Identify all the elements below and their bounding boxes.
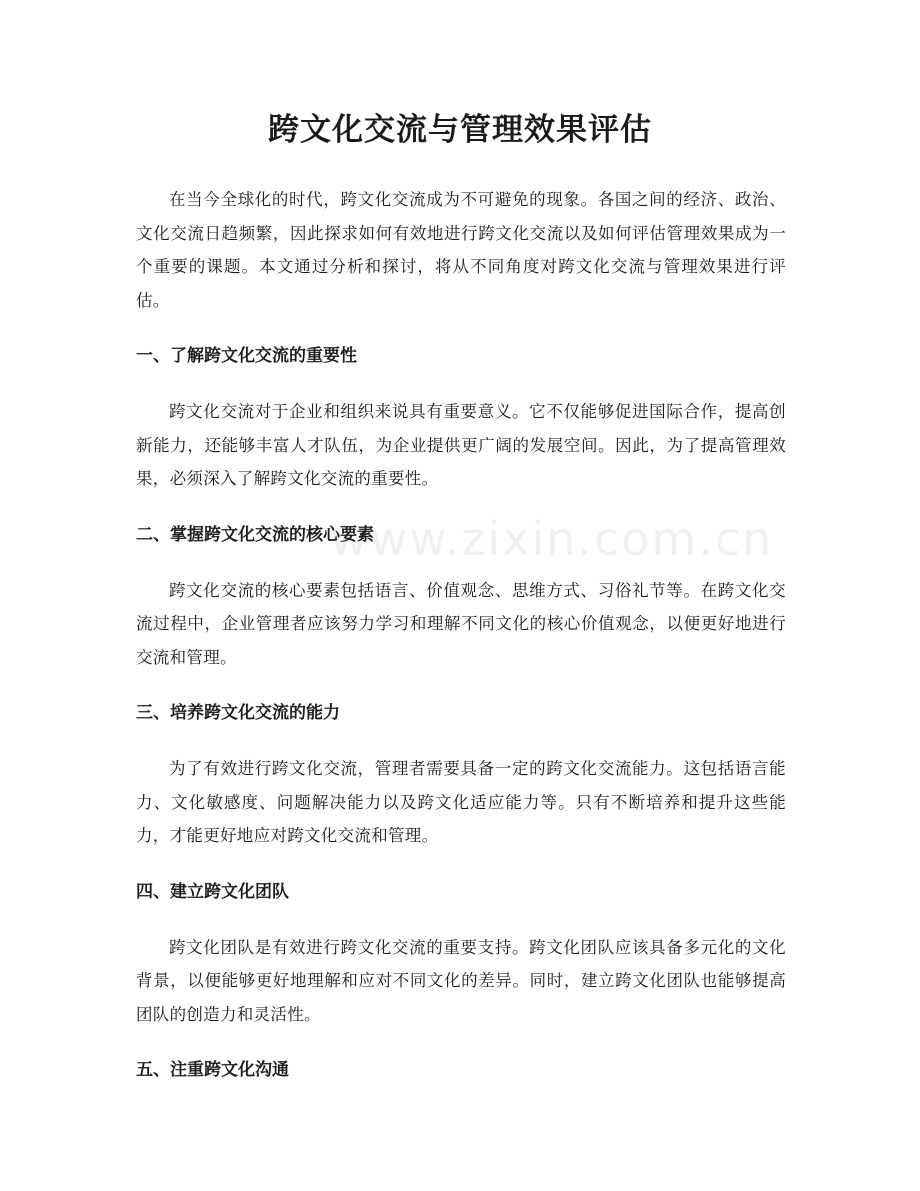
section-heading-3: 三、培养跨文化交流的能力 [136, 703, 340, 723]
watermark-text: www.zixin.com.cn [330, 512, 774, 566]
section-heading-2: 二、掌握跨文化交流的核心要素 [136, 524, 374, 545]
section-paragraph-2: 跨文化交流的核心要素包括语言、价值观念、思维方式、习俗礼节等。在跨文化交流过程中，企业管理者应该努力学习和理解不同文化的核心价值观念，以便更好地进行交流和管理。 [136, 580, 786, 667]
section-paragraph-4: 跨文化团队是有效进行跨文化交流的重要支持。跨文化团队应该具备多元化的文化背景，以便能够更好地理解和应对不同文化的差异。同时，建立跨文化团队也能够提高团队的创造力和灵活性。 [136, 937, 786, 1024]
section-heading-4: 四、建立跨文化团队 [136, 881, 289, 902]
document-title: 跨文化交流与管理效果评估 [268, 112, 652, 148]
section-paragraph-1: 跨文化交流对于企业和组织来说具有重要意义。它不仅能够促进国际合作，提高创新能力，还能够丰富人才队伍，为企业提供更广阔的发展空间。因此，为了提高管理效果，必须深入了解跨文化交流的重要性。 [136, 402, 786, 488]
intro-paragraph: 在当今全球化的时代，跨文化交流成为不可避免的现象。各国之间的经济、政治、文化交流日趋频繁，因此探求如何有效地进行跨文化交流以及如何评估管理效果成为一个重要的课题。本文通过分析和探讨，将从不同角度对跨文化交流与管理效果进行评估。 [136, 190, 786, 310]
section-heading-5: 五、注重跨文化沟通 [136, 1060, 289, 1080]
section-paragraph-3: 为了有效进行跨文化交流，管理者需要具备一定的跨文化交流能力。这包括语言能力、文化敏感度、问题解决能力以及跨文化适应能力等。只有不断培养和提升这些能力，才能更好地应对跨文化交流和管理。 [136, 759, 786, 845]
section-heading-1: 一、了解跨文化交流的重要性 [136, 346, 357, 366]
document-body [136, 183, 786, 1085]
